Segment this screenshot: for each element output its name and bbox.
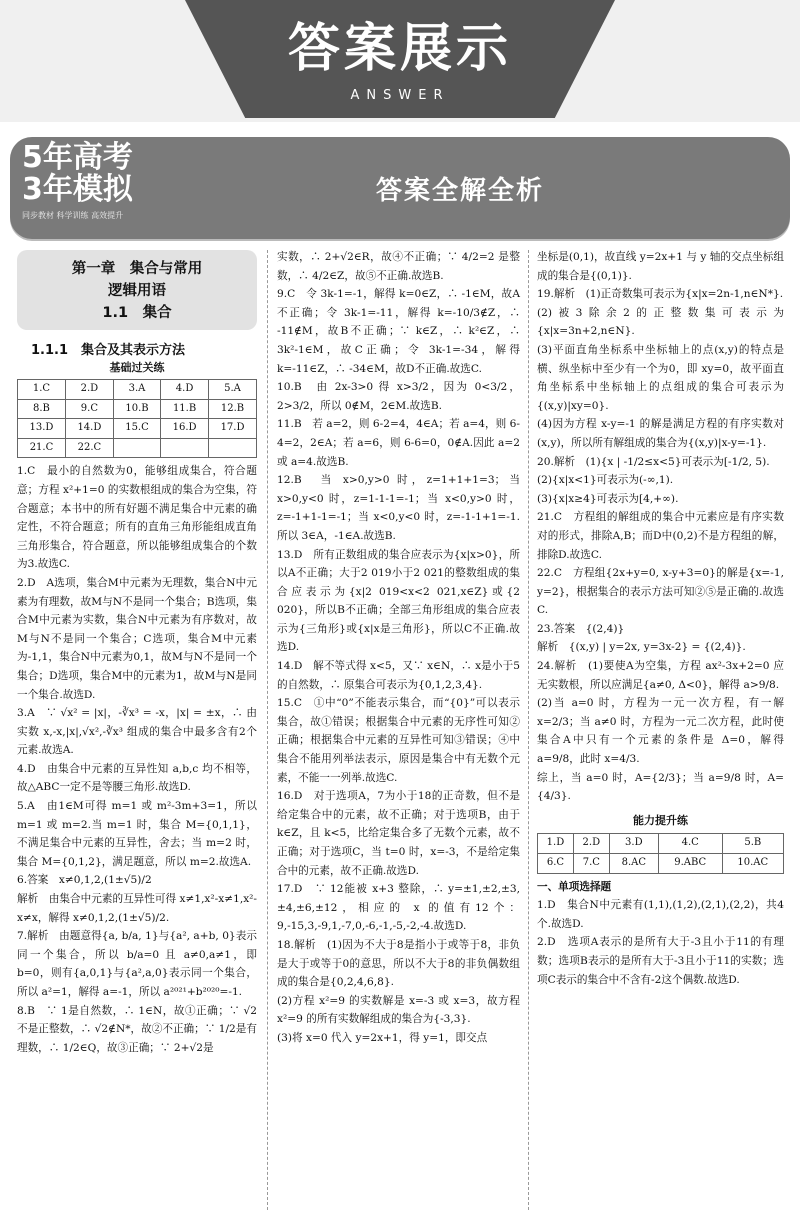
answer-cell: 13.D (18, 419, 66, 439)
answer-paragraph: 20.解析 (1){x | -1/2≤x<5}可表示为[-1/2, 5). (537, 455, 770, 468)
table-row (18, 399, 257, 419)
answer-cell: 22.C (65, 438, 113, 458)
column-3 (537, 248, 784, 989)
logo-tagline: 同步教材 科学训练 高效提升 (22, 211, 124, 220)
answer-cell: 21.C (18, 438, 66, 458)
section-subtitle: 基础过关练 (109, 361, 165, 374)
answer-cell: 2.D (573, 834, 609, 854)
chapter-heading (17, 250, 257, 330)
answer-paragraph: 14.D 解不等式得 x<5，又∵ x∈N，∴ x是小于5的自然数，∴ 原集合可表示为{0,1,2,3,4}. (277, 660, 520, 691)
answer-paragraph: 7.解析 由题意得{a, b/a, 1}与{a², a+b, 0}表示同一个集合，所以 b/a=0 且 a≠0,a≠1，即 b=0，则有{a,0,1}与{a²,a,0}表示同一个集合，所以 a²=1，解得 a=-1，所以 a²⁰²¹+b²⁰²⁰=-1. (17, 930, 257, 998)
answer-paragraph: (2)被3除余2的正整数集可表示为{x|x=3n+2,n∈N}. (537, 306, 784, 338)
answer-cell: 12.B (209, 399, 257, 419)
answer-cell: 4.C (658, 834, 722, 854)
answer-paragraph: (2){x|x<1}可表示为(-∞,1). (537, 474, 674, 487)
book-logo (18, 142, 136, 230)
answer-paragraph: 3.A ∵ √x² = |x|，-∛x³ = -x，|x| = ±x，∴ 由实数 x,-x,|x|,√x²,-∛x³ 组成的集合中最多含有2个元素.故选A. (17, 707, 257, 757)
ability-table (537, 833, 784, 873)
section-number: 1.1 集合 (102, 305, 172, 321)
column-divider (267, 250, 268, 1210)
answer-cell: 15.C (113, 419, 160, 439)
column-3-body (537, 248, 784, 806)
answer-paragraph: 6.答案 x≠0,1,2,(1±√5)/2 (17, 874, 152, 887)
column-divider (528, 250, 529, 1210)
table-row (538, 854, 784, 874)
answer-cell: 2.D (65, 380, 113, 400)
answer-paragraph: (3){x|x≥4}可表示为[4,+∞). (537, 492, 679, 505)
answer-cell: 10.AC (722, 854, 783, 874)
banner-title: 答案全解全析 (375, 176, 544, 206)
answer-cell: 1.D (538, 834, 574, 854)
table-row (538, 834, 784, 854)
answer-paragraph: 22.C 方程组{2x+y=0, x-y+3=0}的解是{x=-1, y=2}，根据集合的表示方法可知②⑤是正确的.故选C. (537, 567, 784, 617)
answer-paragraph: 5.A 由1∈M可得 m=1 或 m²-3m+3=1，所以 m=1 或 m=2.当 m=1 时，集合 M={0,1,1}，不满足集合中元素的互异性，舍去；当 m=2 时，集合 M={0,1,2}，满足题意，所以 m=2.故选A. (17, 800, 257, 868)
page-title: 答案展示 (287, 19, 512, 79)
answer-paragraph: 13.D 所有正数组成的集合应表示为{x|x>0}，所以A不正确；大于2 019小于2 021的整数组成的集合应表示为{x|2 019<x<2 021,x∈Z}或{2 020}，所以B不正确；全部三角形组成的集合应表示为{三角形}或{x|x是三角形}，所以C不正确.故选D. (277, 548, 520, 654)
column-1 (17, 248, 257, 1057)
chapter-title-cont: 逻辑用语 (108, 283, 166, 299)
answer-cell: 6.C (538, 854, 574, 874)
answer-cell: 8.B (18, 399, 66, 419)
answer-paragraph: 24.解析 (1)要使A为空集，方程 ax²-3x+2=0 应无实数根，所以应满足{a≠0, Δ<0}，解得 a>9/8. (537, 660, 784, 691)
answer-cell (161, 438, 209, 458)
logo-line-2: 3年模拟 (22, 172, 133, 207)
answer-paragraph: 16.D 对于选项A，7为小于18的正奇数，但不是给定集合中的元素，故不正确；对于选项B，由于 k∈Z，且 k<5，比给定集合多了无数个元素，故不正确；对于选项C，当 t=0 时，x=-3，不是给定集合中的元素，故不正确.故选D. (277, 790, 520, 877)
answer-paragraph: 17.D ∵ 12能被 x+3 整除，∴ y=±1,±2,±3,±4,±6,±12，相应的 x 的值有12个：9,-15,3,-9,1,-7,0,-6,-1,-5,-2,-4.故选D. (277, 883, 520, 933)
answer-cell: 4.D (161, 380, 209, 400)
answer-cell: 10.B (113, 399, 160, 419)
answer-table (17, 379, 257, 458)
ability-title: 能力提升练 (633, 813, 688, 827)
answer-cell: 9.C (65, 399, 113, 419)
answer-cell (113, 438, 160, 458)
answer-paragraph: (2)方程 x²=9 的实数解是 x=-3 或 x=3，故方程 x²=9 的所有实数解组成的集合为{-3,3}. (277, 994, 520, 1026)
answer-paragraph: 1.D 集合N中元素有(1,1),(1,2),(2,1),(2,2)，共4个.故选D. (537, 899, 784, 930)
answer-paragraph: 综上，当 a=0 时，A={2/3}；当 a=9/8 时，A={4/3}. (537, 771, 784, 803)
answer-paragraph: 2.D A选项，集合M中元素为无理数，集合N中元素为有理数，故M与N不是同一个集合；B选项，集合M中元素为实数，集合N中元素为有序数对，故M与N不是同一个集合；C选项，集合M中元素为-1,1，集合N中元素为0,1，故M与N不是同一个集合；D选项，集合M中的元素为1，故M与N是同一个集合.故选D. (17, 576, 257, 701)
answer-paragraph: 12.B 当 x>0,y>0 时，z=1+1+1=3；当 x>0,y<0 时，z=1-1-1=-1；当 x<0,y>0 时，z=-1+1-1=-1；当 x<0,y<0 时，z=-1-1+1=-1.所以 3∈A，-1∈A.故选B. (277, 474, 520, 542)
answer-paragraph: 2.D 选项A表示的是所有大于-3且小于11的有理数；选项B表示的是所有大于-3且小于11的实数；选项C表示的集合中不含有-2这个偶数.故选D. (537, 936, 784, 986)
column-1-body (17, 462, 257, 1057)
table-row (18, 380, 257, 400)
table-row (18, 438, 257, 458)
answer-cell: 3.D (609, 834, 658, 854)
answer-paragraph: 1.C 最小的自然数为0，能够组成集合，符合题意；方程 x²+1=0 的实数根组成的集合为空集，符合题意；本书中的所有好题不满足集合中元素的确定性，不符合题意；所有的直角三角形能组成直角三角形集合，符合题意，所以能够组成集合的个数为3.故选C. (17, 465, 257, 571)
answer-cell: 16.D (161, 419, 209, 439)
answer-cell: 5.B (722, 834, 783, 854)
answer-paragraph: (4)因为方程 x-y=-1 的解是满足方程的有序实数对(x,y)，所以所有解组成的集合为{(x,y)|x-y=-1}. (537, 418, 784, 449)
answer-paragraph: 15.C ①中“0”不能表示集合，而“{0}”可以表示集合，故①错误；根据集合中元素的无序性可知②正确；根据集合中元素的互异性可知③错误；④中集合不能用列举法表示，原因是集合中有无数个元素，不能一一列举.故选C. (277, 697, 520, 784)
column-2-body (277, 248, 520, 1048)
answer-paragraph: 实数，∴ 2+√2∈R，故④不正确；∵ 4/2=2 是整数，∴ 4/2∈Z，故⑤不正确.故选B. (277, 251, 520, 282)
logo-line-1: 5年高考 (22, 140, 133, 175)
answer-paragraph: 21.C 方程组的解组成的集合中元素应是有序实数对的形式，排除A,B；而D中(0,2)不是方程组的解，排除D.故选C. (537, 511, 784, 561)
answer-paragraph: 坐标是(0,1)，故直线 y=2x+1 与 y 轴的交点坐标组成的集合是{(0,1)}. (537, 251, 784, 282)
answer-cell: 3.A (113, 380, 160, 400)
question-type-label: 一、单项选择题 (537, 880, 612, 893)
answer-paragraph: 23.答案 {(2,4)} (537, 622, 625, 635)
answer-cell: 9.ABC (658, 854, 722, 874)
section-title: 1.1.1 集合及其表示方法 (31, 343, 186, 358)
answer-paragraph: 8.B ∵ 1是自然数，∴ 1∈N，故①正确；∵ √2不是正整数，∴ √2∉N*，故②不正确；∵ 1/2是有理数，∴ 1/2∈Q，故③正确；∵ 2+√2是 (17, 1004, 257, 1054)
answer-paragraph: 9.C 令 3k-1=-1，解得 k=0∈Z，∴ -1∈M，故A不正确；令 3k-1=-11，解得 k=-10/3∉Z，∴ -11∉M，故B不正确；∵ k∈Z，∴ k²∈Z，∴ 3k²-1∈M，故C正确；令 3k-1=-34，解得 k=-11∈Z，∴ -34∈M，故D不正确.故选C. (277, 288, 520, 375)
answer-cell: 17.D (209, 419, 257, 439)
answer-paragraph: (3)将 x=0 代入 y=2x+1，得 y=1，即交点 (277, 1031, 488, 1044)
answer-cell: 7.C (573, 854, 609, 874)
answer-paragraph: (2)当 a=0 时，方程为一元一次方程，有一解 x=2/3；当 a≠0 时，方程为一元二次方程，此时使集合A中只有一个元素的条件是 Δ=0，解得 a=9/8，此时 x=4/3. (537, 697, 784, 766)
table-row (18, 419, 257, 439)
answer-cell: 8.AC (609, 854, 658, 874)
answer-paragraph: 19.解析 (1)正奇数集可表示为{x|x=2n-1,n∈N*}. (537, 288, 784, 301)
answer-cell (209, 438, 257, 458)
answer-cell: 14.D (65, 419, 113, 439)
answer-paragraph: 10.B 由 2x-3>0 得 x>3/2，因为 0<3/2，2>3/2，所以 0∉M，2∈M.故选B. (277, 381, 520, 412)
answer-paragraph: 4.D 由集合中元素的互异性知 a,b,c 均不相等，故△ABC一定不是等腰三角形.故选D. (17, 762, 257, 794)
answer-cell: 1.C (18, 380, 66, 400)
answer-paragraph: 解析 由集合中元素的互异性可得 x≠1,x²-x≠1,x²-x≠x，解得 x≠0,1,2,(1±√5)/2. (17, 893, 257, 924)
page-subtitle: ANSWER (350, 88, 450, 103)
answer-paragraph: (3)平面直角坐标系中坐标轴上的点(x,y)的特点是横、纵坐标中至少有一个为0，即 xy=0，故平面直角坐标系中坐标轴上的点组成的集合可表示为{(x,y)|xy=0}. (537, 343, 784, 412)
ability-body (537, 896, 784, 989)
answer-cell: 11.B (161, 399, 209, 419)
answer-paragraph: 11.B 若 a=2，则 6-2=4，4∈A；若 a=4，则 6-4=2，2∈A；若 a=6，则 6-6=0，0∉A.因此 a=2 或 a=4.故选B. (277, 418, 520, 468)
answer-paragraph: 解析 {(x,y) | y=2x, y=3x-2} = {(2,4)}. (537, 641, 746, 654)
column-2 (277, 248, 520, 1048)
chapter-title: 第一章 集合与常用 (71, 261, 203, 277)
answer-cell: 5.A (209, 380, 257, 400)
answer-paragraph: 18.解析 (1)因为不大于8是指小于或等于8，非负是大于或等于0的意思，所以不大于8的非负偶数组成的集合是{0,2,4,6,8}. (277, 938, 520, 989)
